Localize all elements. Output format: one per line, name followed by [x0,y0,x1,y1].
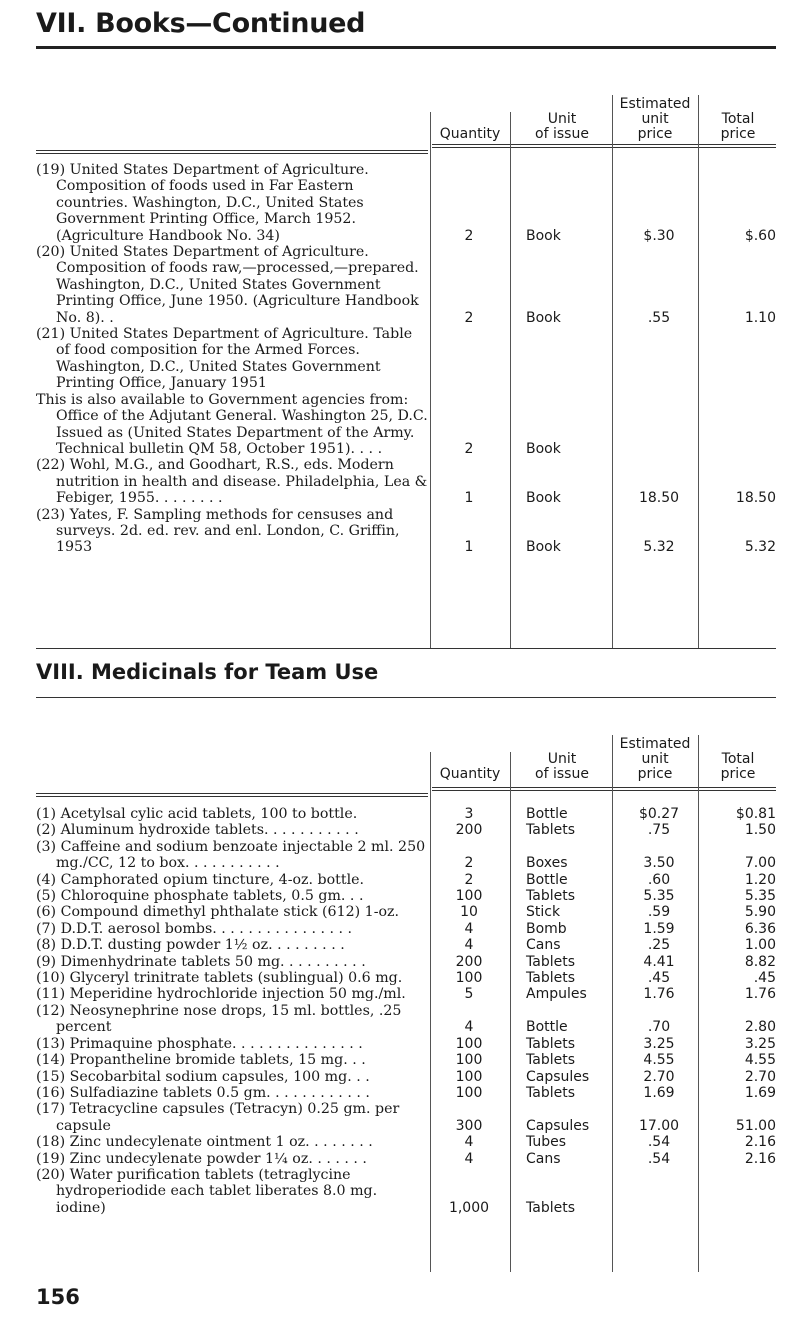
table-row [36,1101,776,1134]
unit-cell: Tablets [526,970,575,987]
quantity-cell: 2 [464,440,474,457]
unit-cell: Book [526,490,561,507]
page-number: 156 [36,1285,80,1309]
item-description: (10) Glyceryl trinitrate tablets (sublingual) 0.6 mg. [36,970,403,987]
item-description: (1) Acetylsal cylic acid tablets, 100 to bottle. [36,806,358,822]
unit-price-cell: $0.27 [638,806,680,822]
table-row [36,1151,776,1167]
total-price-cell: 7.00 [744,855,776,872]
quantity-cell: 2 [464,309,474,326]
item-description: (7) D.D.T. aerosol bombs. . . . . . . . . . . . . . . . [36,920,353,937]
price-header-2-line3: price [637,766,673,782]
table-row [36,1036,776,1052]
unit-cell: Bomb [526,920,567,937]
unit-cell: Tablets [526,1084,575,1101]
table-row [36,1085,776,1101]
item-description: (2) Aluminum hydroxide tablets. . . . . . . . . . . [36,822,359,839]
item-description: (19) Zinc undecylenate powder 1¼ oz. . . . . . . [36,1150,367,1167]
total-header-2-line2: price [720,766,756,782]
section2-title-rule [36,697,776,698]
unit-cell: Tablets [526,888,575,905]
quantity-cell: 100 [455,888,483,905]
item-description: (22) Wohl, M.G., and Goodhart, R.S., eds. Modern nutrition in health and disease. Philadelphia, Lea & Febiger, 1955. . . . . . . . [36,457,428,507]
total-price-cell: 5.32 [744,539,776,556]
unit-price-cell: 2.70 [643,1068,675,1085]
quantity-cell: 4 [464,937,474,954]
price-header-2 [612,737,698,782]
table-row [36,904,776,920]
price-header [612,97,698,142]
unit-price-cell: .55 [647,309,671,326]
medicinals-header-rule-right [432,787,776,791]
quantity-cell: 100 [455,970,483,987]
unit-header [512,112,612,142]
quantity-header: Quantity [439,126,501,142]
item-description: (11) Meperidine hydrochloride injection 50 mg./ml. [36,986,406,1003]
total-price-cell: 1.50 [744,822,776,839]
unit-price-cell: 5.35 [643,888,675,905]
unit-cell: Bottle [526,1019,568,1036]
total-header-line1: Total [721,111,755,127]
unit-cell: Book [526,227,561,244]
total-price-cell: 4.55 [744,1052,776,1069]
quantity-cell: 200 [455,822,483,839]
quantity-cell: 1,000 [448,1199,490,1216]
page-header: VII. Books—Continued [36,8,366,39]
quantity-cell: 4 [464,920,474,937]
item-description: (8) D.D.T. dusting powder 1½ oz. . . . . . . . . [36,937,345,954]
item-description: (18) Zinc undecylenate ointment 1 oz. . . . . . . . [36,1134,373,1151]
quantity-cell: 4 [464,1150,474,1167]
total-price-cell: 2.70 [744,1068,776,1085]
unit-cell: Bottle [526,806,568,822]
unit-price-cell: .59 [647,904,671,921]
table-row [36,457,776,506]
unit-cell: Book [526,539,561,556]
table-row [36,326,776,392]
unit-cell: Tubes [526,1134,567,1151]
unit-cell: Tablets [526,1052,575,1069]
quantity-cell: 2 [464,871,474,888]
quantity-cell: 2 [464,855,474,872]
unit-price-cell: 5.32 [643,539,675,556]
books-header-rule-right [432,144,776,148]
item-description: (17) Tetracycline capsules (Tetracyn) 0.25 gm. per capsule [36,1101,400,1134]
unit-price-cell: 4.55 [643,1052,675,1069]
unit-cell: Tablets [526,953,575,970]
unit-price-cell: .75 [647,822,671,839]
unit-price-cell: .70 [647,1019,671,1036]
price-header-line3: price [637,126,673,142]
books-end-rule [36,648,776,649]
quantity-cell: 2 [464,227,474,244]
quantity-cell: 100 [455,1052,483,1069]
table-row [36,970,776,986]
table-row [36,507,776,556]
unit-price-cell: .45 [647,970,671,987]
unit-price-cell: .54 [647,1150,671,1167]
total-price-cell: 5.35 [744,888,776,905]
table-row [36,872,776,888]
item-description: (4) Camphorated opium tincture, 4-oz. bottle. [36,871,365,888]
table-row [36,806,776,822]
quantity-cell: 5 [464,986,474,1003]
total-price-cell: 1.69 [744,1084,776,1101]
table-row [36,937,776,953]
unit-price-cell: 4.41 [643,953,675,970]
total-header-line2: price [720,126,756,142]
unit-header-2-line1: Unit [547,751,577,767]
table-row [36,392,776,458]
item-description: (20) Water purification tablets (tetraglycine hydroperiodide each tablet liberates 8.0 mg. iodine) [36,1166,378,1216]
table-row [36,244,776,326]
unit-price-cell: 17.00 [638,1117,680,1134]
table-row [36,986,776,1002]
quantity-cell: 4 [464,1019,474,1036]
total-price-cell: $.60 [744,227,776,244]
item-description: (14) Propantheline bromide tablets, 15 mg. . . [36,1052,366,1069]
total-price-cell: 6.36 [744,920,776,937]
table-row [36,1069,776,1085]
unit-price-cell: 1.69 [643,1084,675,1101]
unit-price-cell: .60 [647,871,671,888]
item-description: (19) United States Department of Agriculture. Composition of foods used in Far Eastern countries. Washington, D.C., United States Government Printing Office, March 1952. (Agriculture Handbook No. 34) [36,162,369,244]
total-price-cell: 5.90 [744,904,776,921]
unit-cell: Capsules [526,1068,590,1085]
price-header-2-line2: unit [641,751,669,767]
unit-price-cell: $.30 [643,227,675,244]
unit-cell: Book [526,309,561,326]
unit-header-2 [512,752,612,782]
total-price-cell: 3.25 [744,1035,776,1052]
unit-cell: Ampules [526,986,587,1003]
unit-header-2-line2: of issue [535,766,589,782]
total-price-cell: 1.10 [744,309,776,326]
total-price-cell: 1.20 [744,871,776,888]
quantity-cell: 100 [455,1068,483,1085]
quantity-cell: 4 [464,1134,474,1151]
total-price-cell: 2.16 [744,1150,776,1167]
table-row [36,888,776,904]
unit-cell: Book [526,440,561,457]
total-price-cell: 18.50 [735,490,776,507]
item-description: (6) Compound dimethyl phthalate stick (612) 1-oz. [36,904,400,921]
table-row [36,822,776,838]
unit-price-cell: .54 [647,1134,671,1151]
unit-header-line1: Unit [547,111,577,127]
unit-cell: Cans [526,1150,561,1167]
section-title-medicinals: VIII. Medicinals for Team Use [36,660,379,684]
total-price-cell: 2.16 [744,1134,776,1151]
table-row [36,1052,776,1068]
total-header-2 [700,752,776,782]
unit-price-cell: .25 [647,937,671,954]
table-row [36,1167,776,1216]
unit-cell: Bottle [526,871,568,888]
total-price-cell: 8.82 [744,953,776,970]
item-description: (21) United States Department of Agriculture. Table of food composition for the Armed Forces. Washington, D.C., United States Government Printing Office, January 1951 [36,326,413,392]
quantity-cell: 1 [464,539,474,556]
quantity-cell: 1 [464,490,474,507]
quantity-cell: 200 [455,953,483,970]
table-row [36,839,776,872]
item-description: (12) Neosynephrine nose drops, 15 ml. bottles, .25 percent [36,1002,402,1036]
price-header-line2: unit [641,111,669,127]
table-row [36,921,776,937]
unit-price-cell: 3.25 [643,1035,675,1052]
books-table [36,162,776,556]
unit-price-cell: 3.50 [643,855,675,872]
quantity-cell: 100 [455,1084,483,1101]
table-row [36,1134,776,1150]
total-price-cell: 51.00 [735,1117,776,1134]
books-header-rule-left [36,150,428,154]
item-description: (3) Caffeine and sodium benzoate injectable 2 ml. 250 mg./CC, 12 to box. . . . . . . . . . . [36,838,426,872]
item-description: (9) Dimenhydrinate tablets 50 mg. . . . . . . . . . [36,953,366,970]
unit-cell: Tablets [526,822,575,839]
unit-price-cell: 1.59 [643,920,675,937]
total-price-cell: .45 [753,970,776,987]
quantity-cell: 100 [455,1035,483,1052]
quantity-cell: 10 [460,904,478,921]
header-rule [36,46,776,49]
unit-cell: Tablets [526,1199,575,1216]
total-price-cell: $0.81 [735,806,776,822]
table-row [36,162,776,244]
medicinals-header-rule-left [36,793,428,797]
unit-cell: Tablets [526,1035,575,1052]
item-description: (13) Primaquine phosphate. . . . . . . . . . . . . . . [36,1035,363,1052]
table-row [36,1003,776,1036]
item-description: (20) United States Department of Agriculture. Composition of foods raw,—processed,—prepared. Washington, D.C., United States Government Printing Office, June 1950. (Agriculture Handbook No. 8). . [36,244,419,326]
unit-cell: Capsules [526,1117,590,1134]
quantity-header-2: Quantity [439,766,501,782]
item-description: (16) Sulfadiazine tablets 0.5 gm. . . . . . . . . . . . [36,1084,370,1101]
total-price-cell: 2.80 [744,1019,776,1036]
unit-cell: Boxes [526,855,568,872]
item-description: (15) Secobarbital sodium capsules, 100 mg. . . [36,1068,370,1085]
price-header-2-line1: Estimated [619,736,691,752]
medicinals-table [36,806,776,1216]
table-row [36,954,776,970]
quantity-cell: 300 [455,1117,483,1134]
price-header-line1: Estimated [619,96,691,112]
item-description: (5) Chloroquine phosphate tablets, 0.5 gm. . . [36,888,364,905]
item-description: This is also available to Government agencies from: Office of the Adjutant General. Washington 25, D.C. Issued as (United States Department of the Army. Technical bulletin QM 58, October 1951). . . . [36,391,428,457]
total-price-cell: 1.00 [744,937,776,954]
item-description: (23) Yates, F. Sampling methods for censuses and surveys. 2d. ed. rev. and enl. London, C. Griffin, 1953 [36,506,400,556]
unit-cell: Cans [526,937,561,954]
unit-price-cell: 18.50 [638,490,680,507]
total-price-cell: 1.76 [744,986,776,1003]
total-header [700,112,776,142]
unit-header-line2: of issue [535,126,589,142]
unit-price-cell: 1.76 [643,986,675,1003]
quantity-cell: 3 [464,806,474,822]
unit-cell: Stick [526,904,561,921]
total-header-2-line1: Total [721,751,755,767]
